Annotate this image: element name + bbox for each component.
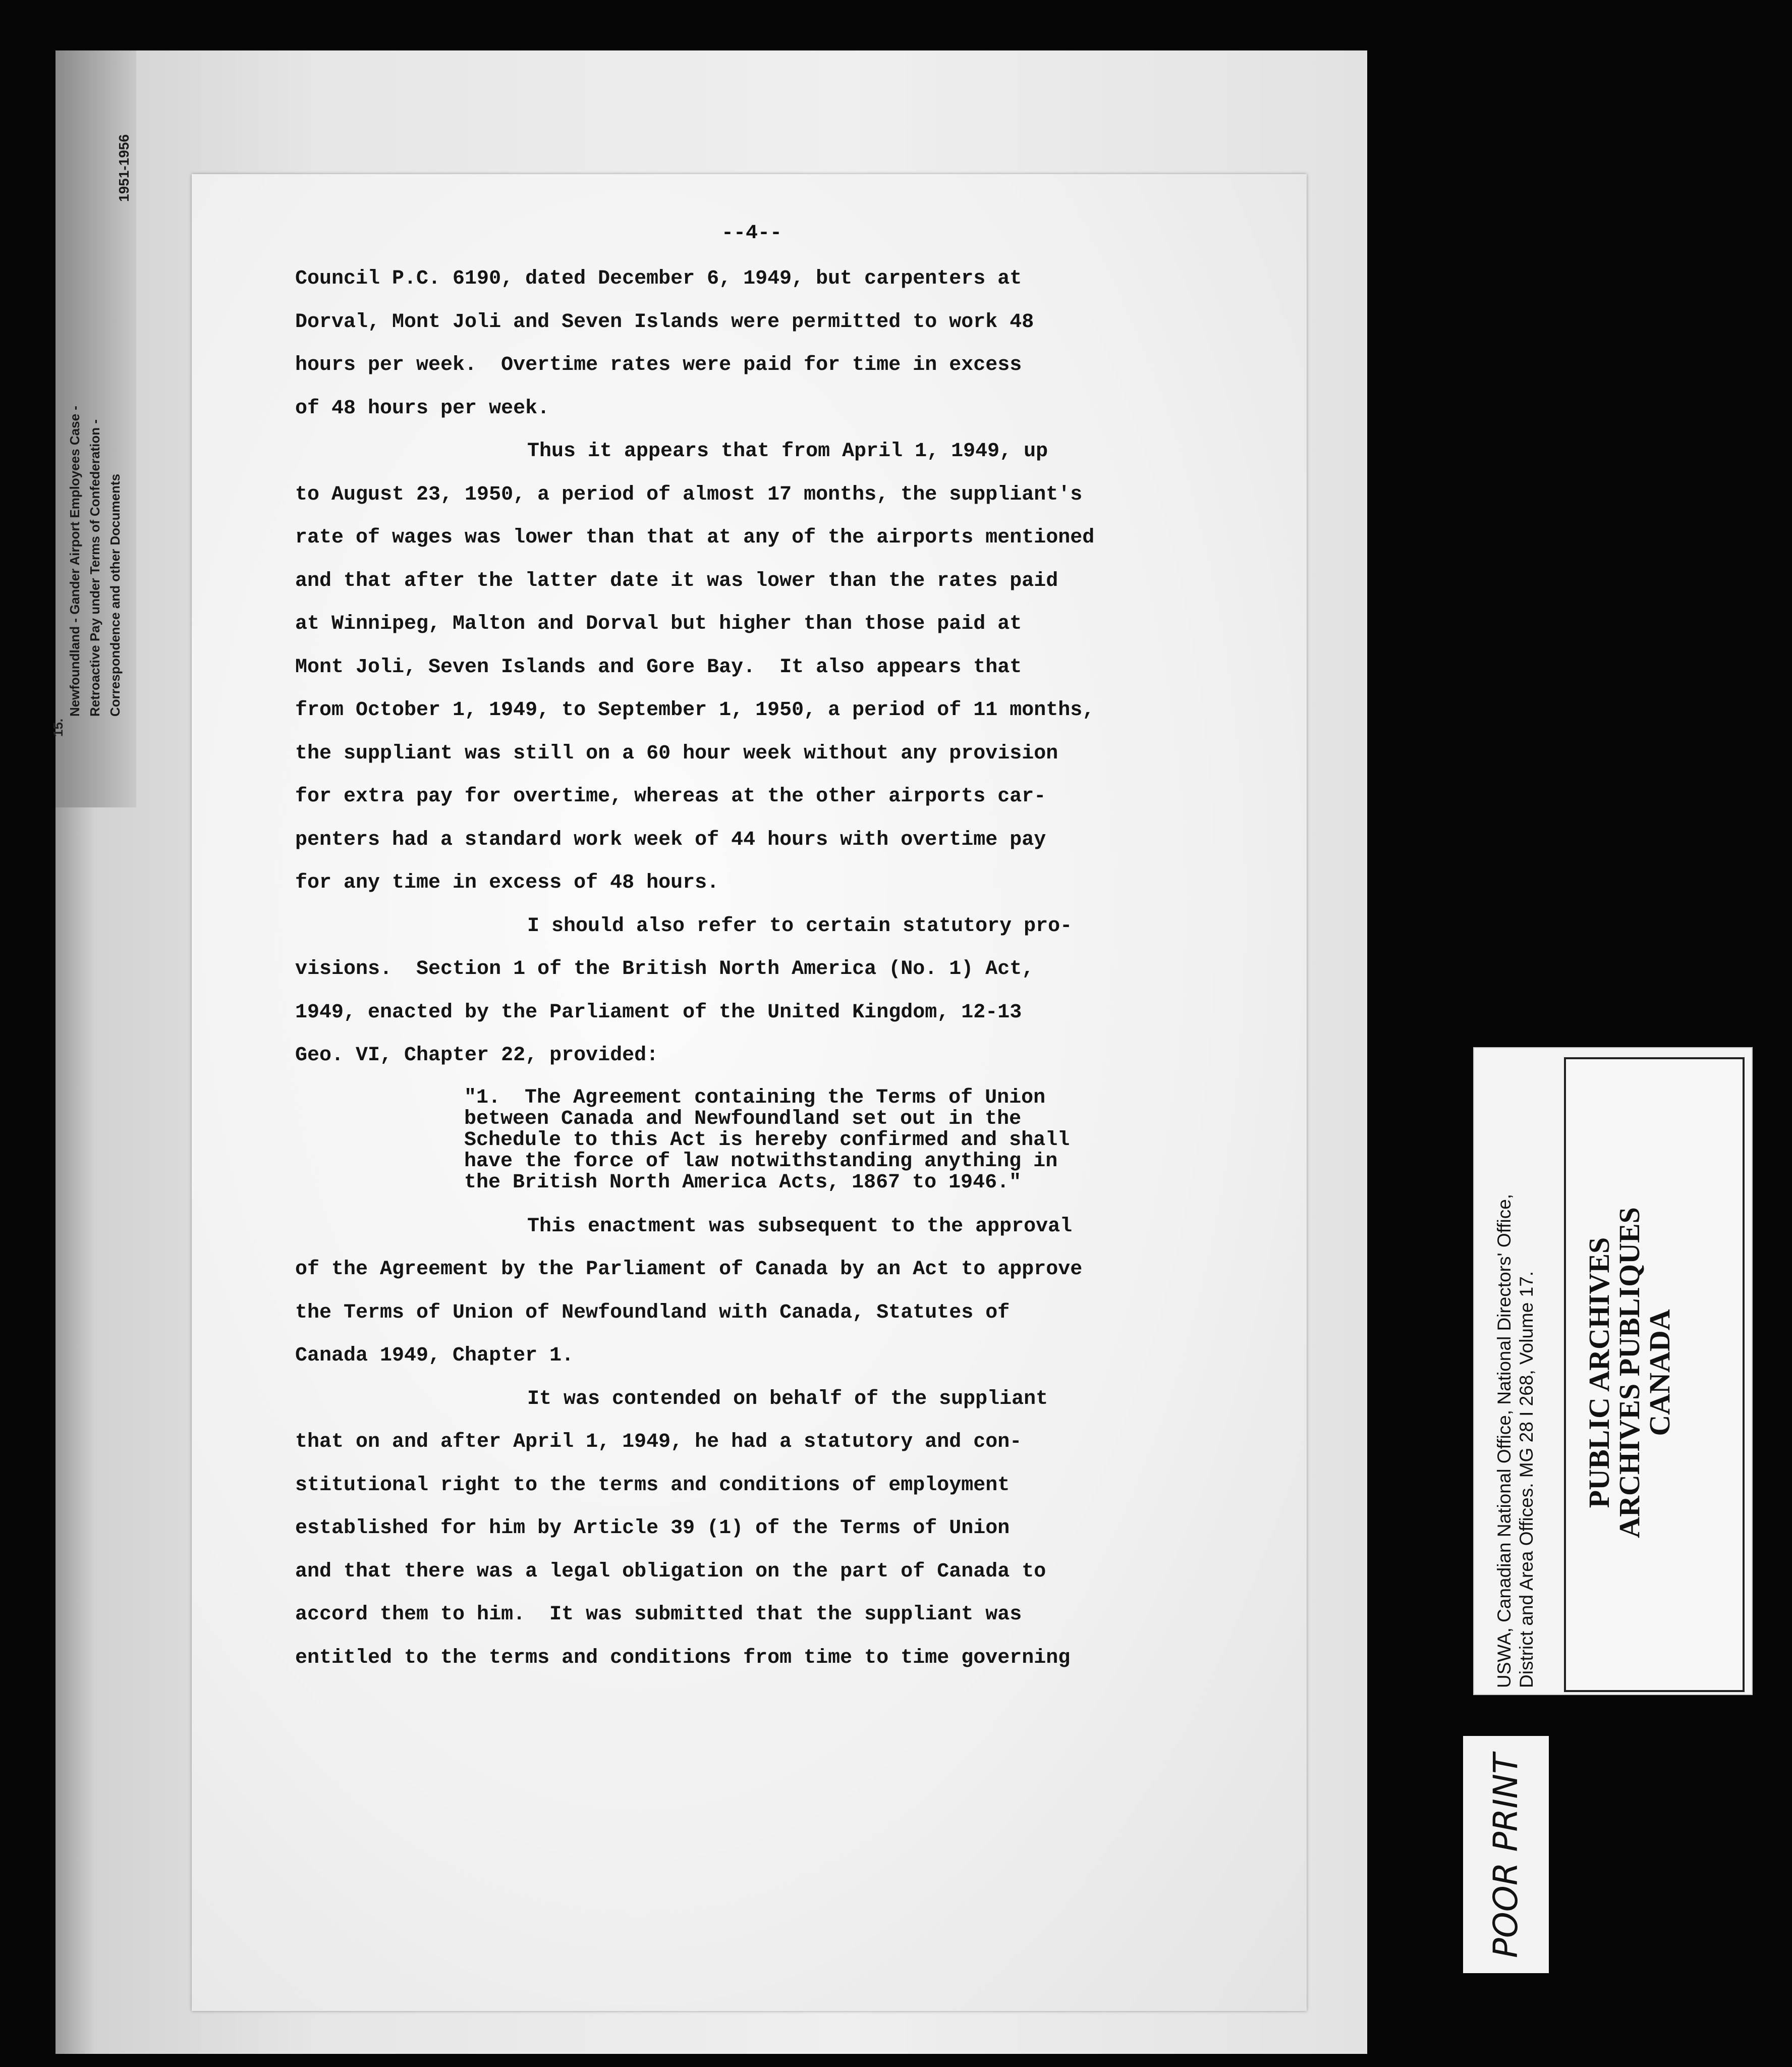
text-line: entitled to the terms and conditions from time to time governing — [295, 1646, 1071, 1669]
handwritten-note: POOR PRINT — [1486, 1753, 1525, 1958]
paragraph-1 — [295, 257, 1294, 430]
stamp-line: CANADA — [1643, 1309, 1676, 1436]
citation-line: USWA, Canadian National Office, National Directors' Office, — [1494, 1193, 1515, 1688]
text-line: 1949, enacted by the Parliament of the United Kingdom, 12-13 — [295, 1001, 1022, 1024]
spine-line: Newfoundland - Gander Airport Employees Case - — [67, 406, 82, 717]
spine-line: Correspondence and other Documents — [107, 473, 123, 717]
text-line: stitutional right to the terms and conditions of employment — [295, 1474, 1010, 1497]
text-line: for any time in excess of 48 hours. — [295, 872, 719, 894]
text-line: the Terms of Union of Newfoundland with Canada, Statutes of — [295, 1301, 1010, 1324]
paragraph-5 — [295, 1378, 1294, 1680]
citation-line: District and Area Offices. MG 28 I 268, Volume 17. — [1516, 1271, 1537, 1688]
text-line: Council P.C. 6190, dated December 6, 1949, but carpenters at — [295, 267, 1022, 290]
text-line: rate of wages was lower than that at any of the airports mentioned — [295, 526, 1095, 549]
paragraph-2 — [295, 430, 1294, 905]
folder-spine-label — [65, 313, 145, 717]
stamp-line: PUBLIC ARCHIVES — [1583, 1237, 1615, 1508]
quote-line: between Canada and Newfoundland set out in the — [464, 1107, 1022, 1130]
spine-line: Retroactive Pay under Terms of Confederation - — [87, 419, 102, 717]
paragraph-3 — [295, 905, 1294, 1077]
block-quote — [295, 1077, 1294, 1205]
document-body — [295, 257, 1294, 1679]
text-line: accord them to him. It was submitted that the suppliant was — [295, 1603, 1022, 1626]
document-page — [192, 174, 1307, 2011]
text-line: and that after the latter date it was lower than the rates paid — [295, 569, 1058, 592]
text-line: Geo. VI, Chapter 22, provided: — [295, 1044, 659, 1067]
quote-line: the British North America Acts, 1867 to 1946." — [464, 1171, 1022, 1194]
stamp-line: ARCHIVES PUBLIQUES — [1613, 1207, 1646, 1538]
text-line: Dorval, Mont Joli and Seven Islands were permitted to work 48 — [295, 310, 1034, 334]
text-line: to August 23, 1950, a period of almost 17 months, the suppliant's — [295, 483, 1083, 506]
text-line: for extra pay for overtime, whereas at the other airports car- — [295, 785, 1046, 808]
quote-line: have the force of law notwithstanding anything in — [464, 1150, 1058, 1173]
text-line: visions. Section 1 of the British North America (No. 1) Act, — [295, 958, 1034, 981]
text-line: of the Agreement by the Parliament of Canada by an Act to approve — [295, 1258, 1083, 1281]
text-line: I should also refer to certain statutory pro- — [527, 914, 1073, 938]
text-line: and that there was a legal obligation on the part of Canada to — [295, 1560, 1046, 1583]
quote-line: Schedule to this Act is hereby confirmed and shall — [464, 1128, 1070, 1152]
archive-stamp — [1584, 1080, 1725, 1665]
quote-line: "1. The Agreement containing the Terms of Union — [464, 1086, 1046, 1109]
text-line: established for him by Article 39 (1) of the Terms of Union — [295, 1517, 1010, 1540]
folder-mark: 15. — [50, 718, 66, 737]
text-line: Canada 1949, Chapter 1. — [295, 1344, 574, 1367]
text-line: Mont Joli, Seven Islands and Gore Bay. It also appears that — [295, 656, 1022, 679]
folder-years: 1951-1956 — [116, 134, 132, 202]
page-number: --4-- — [721, 222, 782, 245]
text-line: penters had a standard work week of 44 hours with overtime pay — [295, 828, 1046, 851]
text-line: at Winnipeg, Malton and Dorval but higher than those paid at — [295, 613, 1022, 635]
text-line: from October 1, 1949, to September 1, 1950, a period of 11 months, — [295, 699, 1095, 722]
text-line: Thus it appears that from April 1, 1949, up — [527, 440, 1048, 463]
text-line: It was contended on behalf of the suppliant — [527, 1387, 1048, 1410]
text-line: hours per week. Overtime rates were paid for time in excess — [295, 354, 1022, 376]
archive-citation — [1493, 1098, 1559, 1688]
paragraph-4 — [295, 1205, 1294, 1378]
text-line: of 48 hours per week. — [295, 397, 550, 420]
text-line: that on and after April 1, 1949, he had a statutory and con- — [295, 1431, 1022, 1453]
text-line: This enactment was subsequent to the approval — [527, 1215, 1073, 1238]
text-line: the suppliant was still on a 60 hour week without any provision — [295, 742, 1058, 765]
